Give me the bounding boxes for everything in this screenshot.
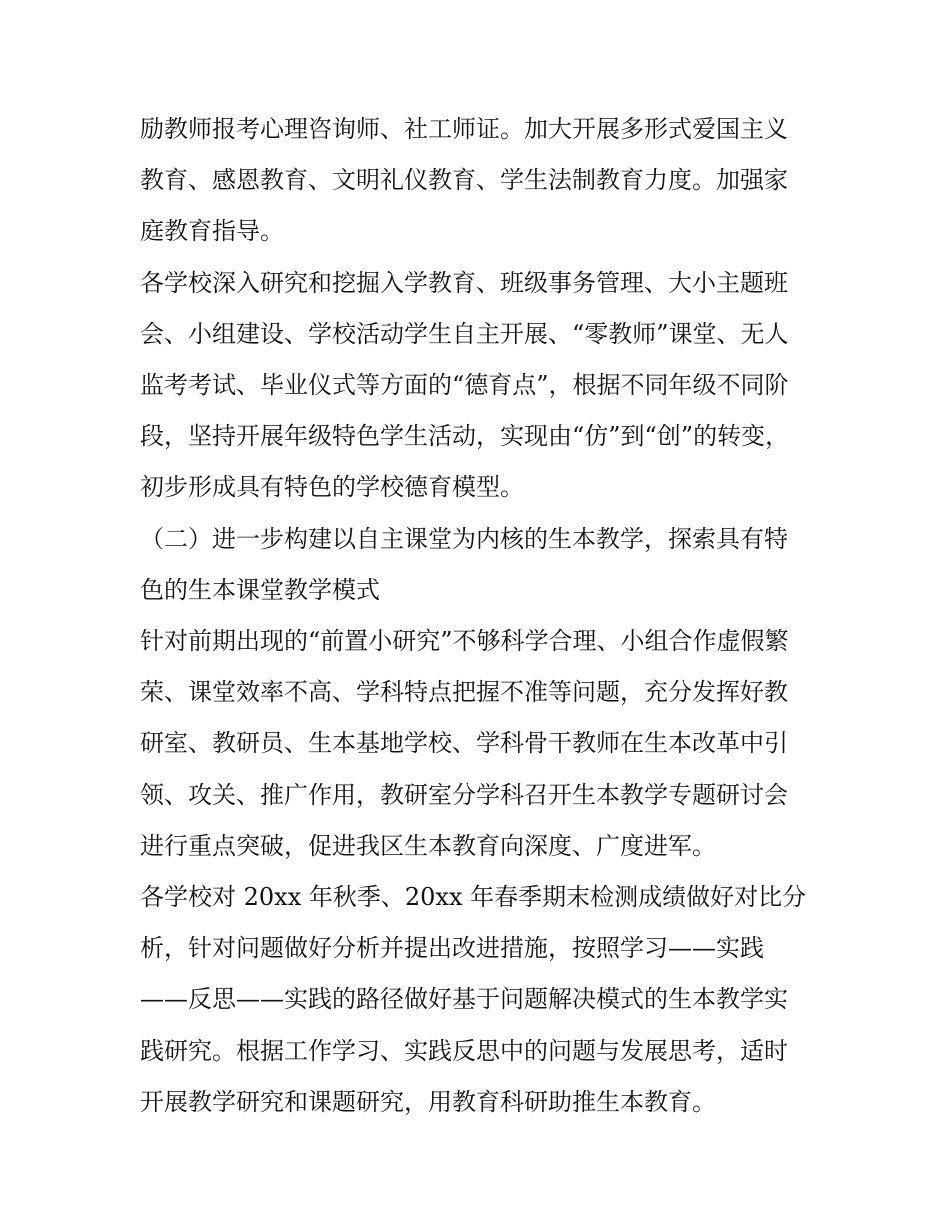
text-line: 监考考试、毕业仪式等方面的“德育点”，根据不同年级不同阶: [140, 371, 789, 400]
section-heading-line: （二）进一步构建以自主课堂为内核的生本教学，探索具有特: [140, 524, 788, 553]
document-body: [140, 104, 812, 1128]
text-line: 进行重点突破，促进我区生本教育向深度、广度进军。: [140, 831, 716, 860]
text-line: 针对前期出现的“前置小研究”不够科学合理、小组合作虚假繁: [140, 627, 789, 656]
text-line: 析，针对问题做好分析并提出改进措施，按照学习——实践: [140, 934, 764, 963]
text-line: ——反思——实践的路径做好基于问题解决模式的生本教学实: [140, 985, 788, 1014]
text-line: 践研究。根据工作学习、实践反思中的问题与发展思考，适时: [140, 1036, 788, 1065]
text-line: 庭教育指导。: [140, 217, 284, 246]
section-heading-line: 色的生本课堂教学模式: [140, 575, 380, 604]
text-line: 段，坚持开展年级特色学生活动，实现由“仿”到“创”的转变，: [140, 422, 790, 451]
text-line: 开展教学研究和课题研究，用教育科研助推生本教育。: [140, 1087, 716, 1116]
text-line: 研室、教研员、生本基地学校、学科骨干教师在生本改革中引: [140, 729, 788, 758]
text-line: 荣、课堂效率不高、学科特点把握不准等问题，充分发挥好教: [140, 678, 788, 707]
text-line: 各学校深入研究和挖掘入学教育、班级事务管理、大小主题班: [140, 268, 788, 297]
text-line: 会、小组建设、学校活动学生自主开展、“零教师”课堂、无人: [140, 319, 789, 348]
text-line: 励教师报考心理咨询师、社工师证。加大开展多形式爱国主义: [140, 115, 788, 143]
text-line: 初步形成具有特色的学校德育模型。: [140, 473, 524, 502]
text-line: 各学校对 20xx 年秋季、20xx 年春季期末检测成绩做好对比分: [140, 883, 807, 912]
text-line: 领、攻关、推广作用，教研室分学科召开生本教学专题研讨会: [140, 780, 788, 809]
text-line: 教育、感恩教育、文明礼仪教育、学生法制教育力度。加强家: [140, 166, 788, 195]
